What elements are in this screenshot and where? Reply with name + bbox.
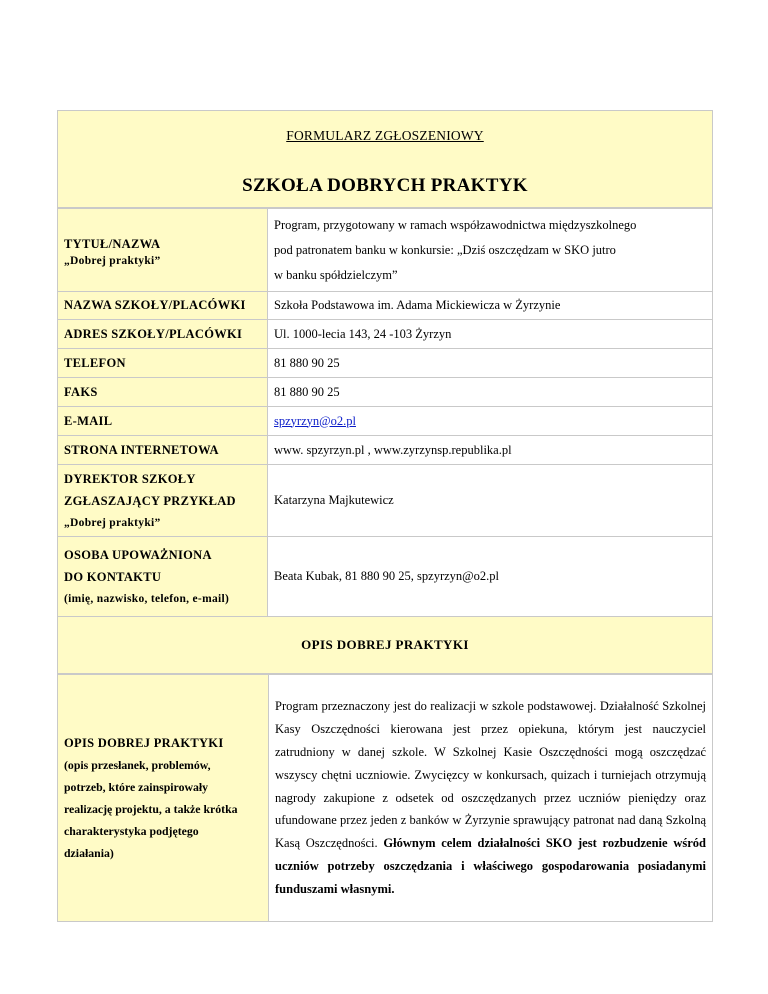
school-name-value: Szkoła Podstawowa im. Adama Mickiewicza w Żyrzynie: [268, 292, 713, 320]
school-address-label: ADRES SZKOŁY/PLACÓWKI: [58, 320, 268, 349]
description-bold: Głównym celem działalności SKO jest rozbudzenie wśród uczniów potrzeby oszczędzania i właściwego gospodarowania posiadanymi funduszami własnymi.: [275, 836, 706, 896]
row-school-address: [58, 320, 713, 349]
row-school-name: [58, 292, 713, 320]
row-director: [58, 465, 713, 537]
row-contact: [58, 537, 713, 617]
description-label-line: OPIS DOBREJ PRAKTYKI: [64, 736, 224, 750]
form-header: [57, 110, 713, 208]
row-description: [58, 675, 713, 922]
contact-label-cell: [58, 537, 268, 617]
description-plain: Program przeznaczony jest do realizacji w szkole podstawowej. Działalność Szkolnej Kasy Oszczędności kierowana jest przez opiekuna, którym jest nauczyciel zatrudniony w danej szkole. W Szkolnej Kasie Oszczędności mogą oszczędzać wszyscy chętni uczniowie. Zwycięzcy w konkursach, quizach i turniejach otrzymują nagrody zakupione z odsetek od oszczędzanych przez uczniów pieniędzy oraz ufundowane przez jeden z banków w Żyrzynie sprawujący patronat nad daną Szkolną Kasą Oszczędności.: [275, 699, 706, 851]
details-table: [57, 208, 713, 617]
contact-label-line: DO KONTAKTU: [64, 569, 162, 584]
director-label-cell: [58, 465, 268, 537]
email-label: E-MAIL: [58, 407, 268, 436]
description-text: [269, 675, 713, 922]
website-value: www. spzyrzyn.pl , www.zyrzynsp.republika.pl: [268, 436, 713, 465]
title-value: [268, 209, 713, 292]
section-heading: OPIS DOBREJ PRAKTYKI: [57, 617, 713, 674]
phone-value: 81 880 90 25: [268, 349, 713, 378]
title-label-cell: [58, 209, 268, 292]
email-value-cell: [268, 407, 713, 436]
contact-value: Beata Kubak, 81 880 90 25, spzyrzyn@o2.pl: [268, 537, 713, 617]
fax-label: FAKS: [58, 378, 268, 407]
row-title: [58, 209, 713, 292]
contact-label-line: OSOBA UPOWAŻNIONA: [64, 547, 212, 562]
director-value: Katarzyna Majkutewicz: [268, 465, 713, 537]
director-label-sub: „Dobrej praktyki”: [64, 516, 161, 529]
description-table: [57, 674, 713, 922]
director-label-line: ZGŁASZAJĄCY PRZYKŁAD: [64, 493, 236, 508]
school-address-value: Ul. 1000-lecia 143, 24 -103 Żyrzyn: [268, 320, 713, 349]
row-email: [58, 407, 713, 436]
form-label: FORMULARZ ZGŁOSZENIOWY: [286, 128, 484, 143]
contact-label-sub: (imię, nazwisko, telefon, e-mail): [64, 592, 230, 605]
fax-value: 81 880 90 25: [268, 378, 713, 407]
director-label-line: DYREKTOR SZKOŁY: [64, 471, 196, 486]
description-label-line: działania): [64, 846, 114, 860]
title-label: TYTUŁ/NAZWA: [64, 237, 161, 251]
row-website: [58, 436, 713, 465]
school-name-label: NAZWA SZKOŁY/PLACÓWKI: [58, 292, 268, 320]
form-page: [57, 110, 713, 922]
phone-label: TELEFON: [58, 349, 268, 378]
row-phone: [58, 349, 713, 378]
form-title: SZKOŁA DOBRYCH PRAKTYK: [242, 175, 528, 196]
description-label-line: potrzeb, które zainspirowały: [64, 780, 209, 794]
description-label-line: realizację projektu, a także krótka: [64, 802, 238, 816]
description-label-line: (opis przesłanek, problemów,: [64, 758, 211, 772]
email-link[interactable]: spzyrzyn@o2.pl: [274, 413, 356, 428]
title-label-sub: „Dobrej praktyki”: [64, 255, 161, 267]
description-label-cell: [58, 675, 269, 922]
title-value-line: w banku spółdzielczym”: [274, 267, 398, 282]
title-value-line: pod patronatem banku w konkursie: „Dziś oszczędzam w SKO jutro: [274, 242, 616, 257]
description-label-line: charakterystyka podjętego: [64, 824, 199, 838]
row-fax: [58, 378, 713, 407]
title-value-line: Program, przygotowany w ramach współzawodnictwa międzyszkolnego: [274, 217, 637, 232]
website-label: STRONA INTERNETOWA: [58, 436, 268, 465]
